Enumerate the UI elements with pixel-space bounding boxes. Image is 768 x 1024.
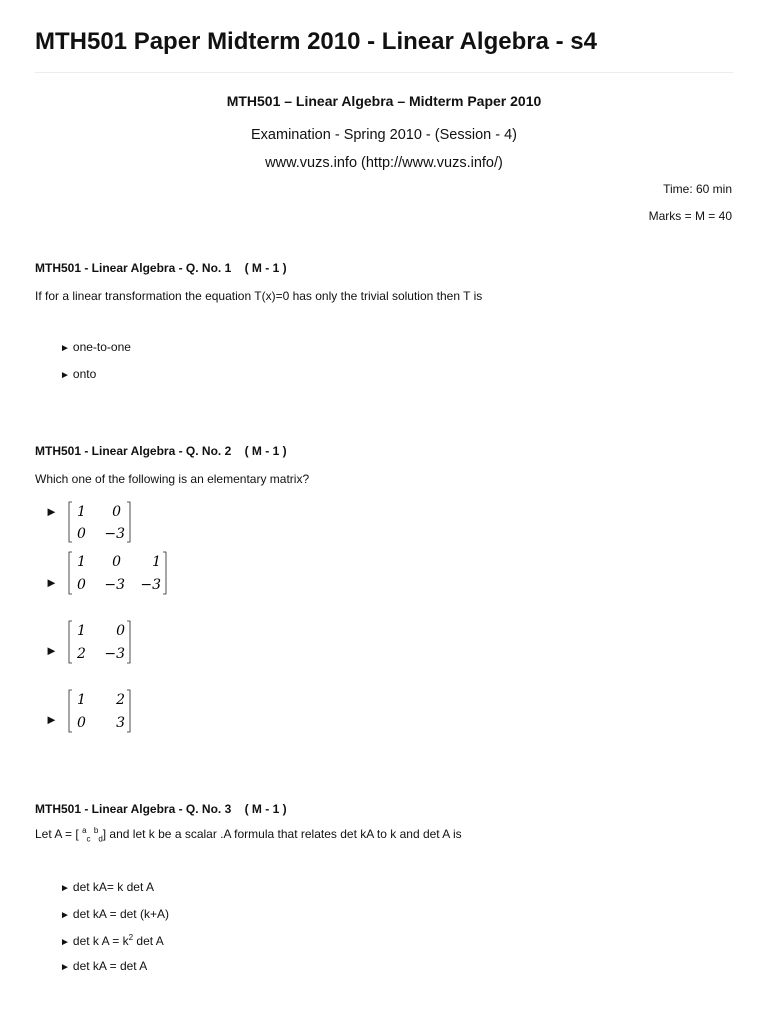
q3-option-1[interactable]: ► det kA= k det A (60, 880, 154, 894)
matrix-entry: 1 (77, 504, 86, 520)
matrix-entry: 3 (116, 715, 125, 731)
time-allowed: Time: 60 min (663, 182, 732, 196)
q2-heading: MTH501 - Linear Algebra - Q. No. 2 ( M - 1 ) (35, 444, 287, 458)
matrix-entry: 2 (77, 646, 86, 662)
bullet-icon: ► (45, 712, 58, 727)
matrix-2x2-svg (67, 688, 137, 734)
matrix-2x3-svg (67, 550, 177, 596)
q3-heading: MTH501 - Linear Algebra - Q. No. 3 ( M - 1 ) (35, 802, 287, 816)
matrix-entry: 1 (77, 554, 86, 570)
matrix-entry: 0 (77, 715, 86, 731)
q3-option-2[interactable]: ► det kA = det (k+A) (60, 907, 169, 921)
bullet-icon: ► (60, 962, 70, 973)
matrix (67, 688, 137, 734)
matrix-2x2-svg (67, 500, 137, 544)
q1-option-1[interactable]: ► one-to-one (60, 340, 131, 354)
matrix-entry: 2 (116, 692, 125, 708)
q3-option-4[interactable]: ► det kA = det A (60, 959, 148, 973)
bullet-icon: ► (45, 504, 58, 519)
matrix-entry: 1 (77, 623, 86, 639)
bullet-icon: ► (45, 643, 58, 658)
total-marks: Marks = M = 40 (648, 209, 732, 223)
exam-session: Examination - Spring 2010 - (Session - 4) (251, 127, 517, 143)
matrix (67, 500, 137, 544)
site-link[interactable]: www.vuzs.info (http://www.vuzs.info/) (265, 155, 503, 171)
q1-heading: MTH501 - Linear Algebra - Q. No. 1 ( M - 1 ) (35, 261, 287, 275)
matrix-entry: −3 (140, 577, 161, 593)
q3-text: Let A = [ $^a_c$ $^b_d$] and let k be a scalar .A formula that relates det kA to k and det A is (35, 826, 462, 844)
q3-option-3[interactable]: ► det k $A = k^2$ det A (60, 933, 164, 948)
matrix-entry: −3 (104, 577, 125, 593)
title-divider (35, 72, 733, 73)
matrix (67, 550, 177, 596)
page-title: MTH501 Paper Midterm 2010 - Linear Algebra - s4 (35, 28, 597, 55)
matrix (67, 619, 137, 665)
bullet-icon: ► (45, 575, 58, 590)
matrix-entry: 1 (77, 692, 86, 708)
bullet-icon: ► (60, 370, 70, 381)
matrix-entry: 0 (112, 504, 121, 520)
bullet-icon: ► (60, 937, 70, 948)
matrix-entry: 0 (77, 577, 86, 593)
q1-text: If for a linear transformation the equation T(x)=0 has only the trivial solution then T is (35, 289, 483, 303)
matrix-entry: 0 (112, 554, 121, 570)
matrix-entry: −3 (104, 526, 125, 542)
matrix-entry: −3 (104, 646, 125, 662)
matrix-2x2-svg (67, 619, 137, 665)
q1-option-2[interactable]: ► onto (60, 367, 97, 381)
paper-title: MTH501 – Linear Algebra – Midterm Paper 2010 (226, 93, 542, 109)
bullet-icon: ► (60, 910, 70, 921)
matrix-entry: 1 (152, 554, 161, 570)
bullet-icon: ► (60, 343, 70, 354)
q2-text: Which one of the following is an elementary matrix? (35, 472, 310, 486)
matrix-entry: 0 (77, 526, 86, 542)
bullet-icon: ► (60, 883, 70, 894)
matrix-entry: 0 (116, 623, 125, 639)
